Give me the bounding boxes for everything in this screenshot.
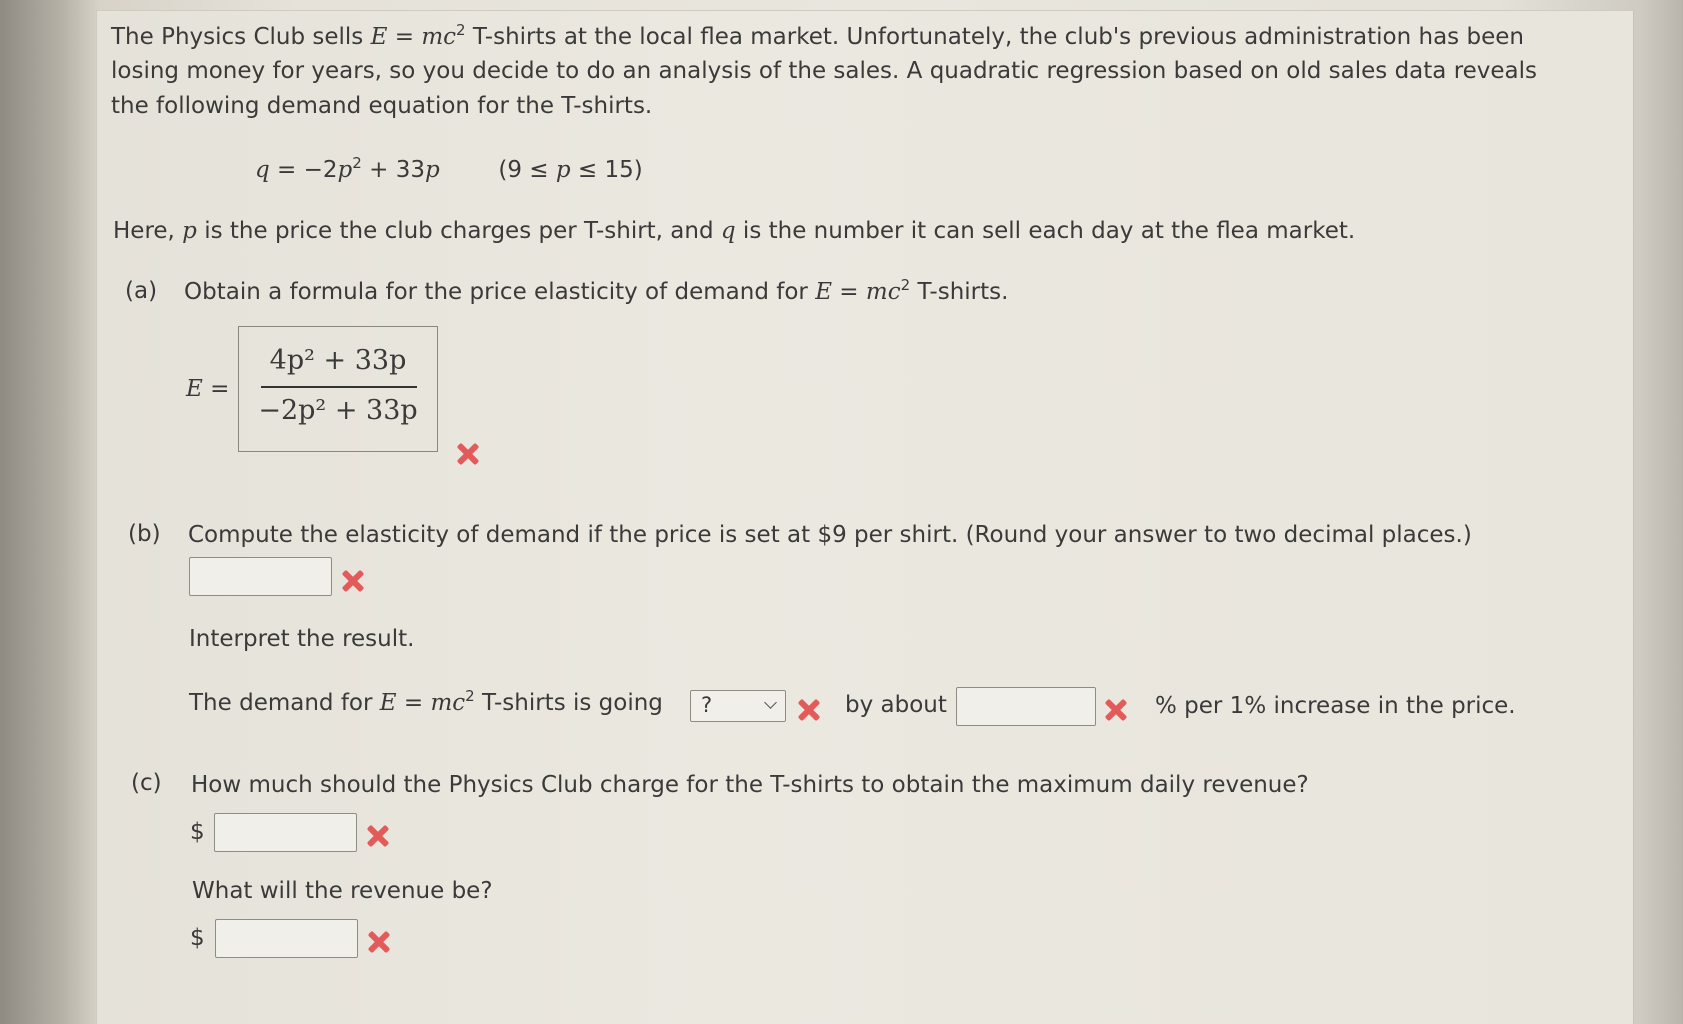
max-revenue-input[interactable] [215,919,358,958]
dollar-sign: $ [190,819,205,845]
elasticity-formula-answer[interactable] [238,326,438,452]
dollar-sign: $ [190,925,205,951]
part-b-prompt: Compute the elasticity of demand if the price is set at $9 per shirt. (Round your answer to two decimal places.) [188,522,1472,548]
definition-line: Here, p is the price the club charges per T-shirt, and q is the number it can sell each day at the flea market. [113,218,1356,244]
interpretation-sentence-end: % per 1% increase in the price. [1155,693,1516,719]
formula-denominator: −2p² + 33p [258,395,418,426]
incorrect-x-icon [1103,697,1129,723]
intro-line-2: losing money for years, so you decide to do an analysis of the sales. A quadratic regression based on old sales data reveals [111,58,1538,84]
part-b-label: (b) [128,521,161,547]
demand-equation: $q = -2p^2 + 33p$ (9 ≤ p ≤ 15) [255,154,643,183]
percent-change-input[interactable] [956,687,1096,726]
formula-numerator: 4p² + 33p [269,345,407,376]
chevron-down-icon [764,696,777,709]
part-c-prompt: How much should the Physics Club charge for the T-shirts to obtain the maximum daily revenue? [191,772,1309,798]
part-a-prompt: Obtain a formula for the price elasticity of demand for $E = mc^2$ T-shirts. [184,276,1009,305]
part-a-label: (a) [125,278,158,304]
incorrect-x-icon [340,568,366,594]
part-c-label: (c) [131,770,162,796]
interpretation-sentence-start: The demand for $E = mc^2$ T-shirts is going [189,687,663,716]
fraction-bar [261,386,417,388]
intro-line-3: the following demand equation for the T-shirts. [111,93,653,119]
revenue-question: What will the revenue be? [192,878,493,904]
incorrect-x-icon [366,929,392,955]
interpret-label: Interpret the result. [189,626,415,652]
dropdown-value: ? [701,693,713,717]
intro-line-1: The Physics Club sells $E = mc^2$ T-shirts at the local flea market. Unfortunately, the club's previous administration has been [111,21,1524,50]
direction-dropdown[interactable] [690,690,786,722]
incorrect-x-icon [796,697,822,723]
incorrect-x-icon [455,441,481,467]
elasticity-lhs: E = [186,376,230,402]
optimal-price-input[interactable] [214,813,357,852]
incorrect-x-icon [365,823,391,849]
elasticity-value-input[interactable] [189,557,332,596]
by-about-label: by about [845,692,947,718]
